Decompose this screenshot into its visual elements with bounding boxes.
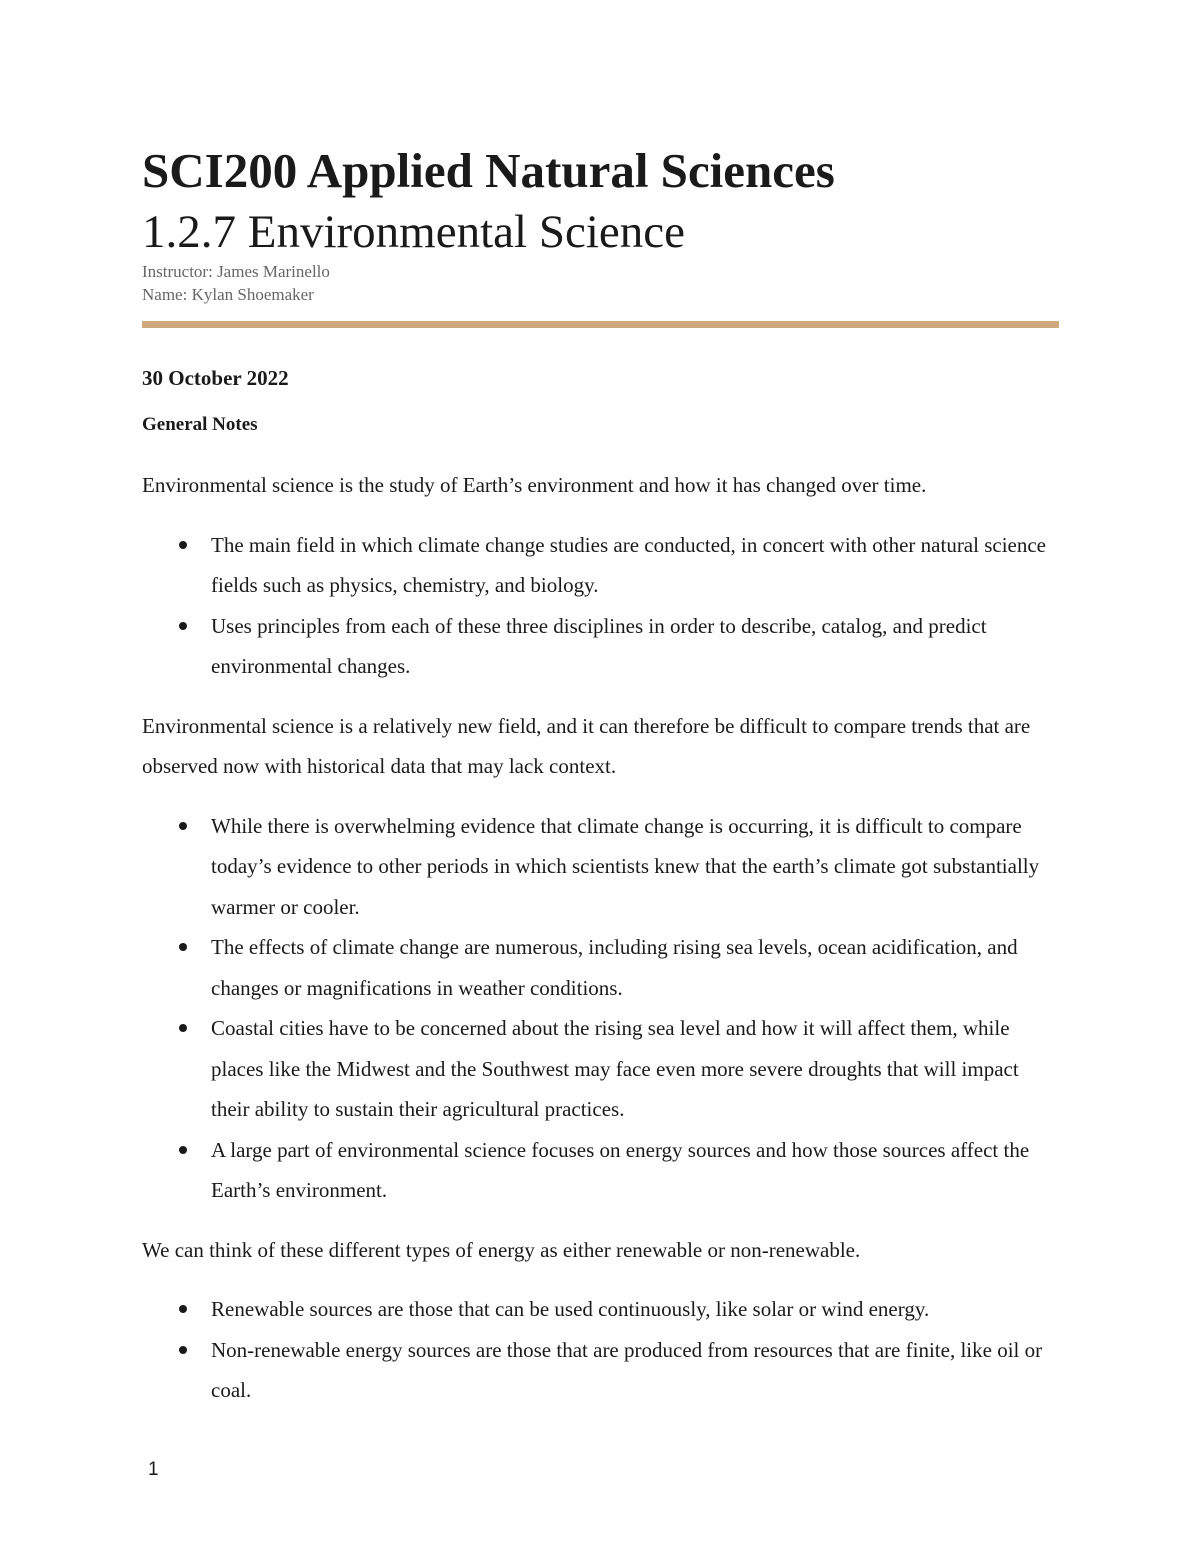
bullet-icon	[179, 1146, 187, 1154]
bullet-icon	[179, 1346, 187, 1354]
bullet-list	[142, 525, 1060, 687]
list-item	[142, 1130, 1060, 1211]
bullet-icon	[179, 943, 187, 951]
document-meta	[142, 260, 330, 306]
student-name-line: Name: Kylan Shoemaker	[142, 285, 314, 304]
paragraph: We can think of these different types of energy as either renewable or non-renewable.	[142, 1237, 861, 1262]
list-item	[142, 1330, 1060, 1411]
list-item-text: The effects of climate change are numerous, including rising sea levels, ocean acidification, and changes or magnifications in weather conditions.	[211, 935, 1018, 1000]
bullet-list	[142, 806, 1060, 1211]
list-item-text: A large part of environmental science focuses on energy sources and how those sources affect the Earth’s environment.	[211, 1137, 1030, 1202]
bullet-icon	[179, 822, 187, 830]
list-item	[142, 606, 1060, 687]
bullet-icon	[179, 622, 187, 630]
notes-body	[142, 465, 1060, 1430]
list-item-text: The main field in which climate change studies are conducted, in concert with other natural science fields such as physics, chemistry, and biology.	[211, 532, 1047, 597]
section-heading: General Notes	[142, 414, 258, 435]
paragraph: Environmental science is a relatively new field, and it can therefore be difficult to compare trends that are observed now with historical data that may lack context.	[142, 713, 1031, 778]
lesson-title: 1.2.7 Environmental Science	[142, 206, 685, 258]
list-item-text: Uses principles from each of these three disciplines in order to describe, catalog, and predict environmental changes.	[211, 613, 987, 678]
course-title: SCI200 Applied Natural Sciences	[142, 143, 835, 198]
list-item-text: While there is overwhelming evidence that climate change is occurring, it is difficult to compare today’s evidence to other periods in which scientists knew that the earth’s climate got substantially warmer or cooler.	[211, 813, 1040, 919]
bullet-icon	[179, 1305, 187, 1313]
bullet-icon	[179, 541, 187, 549]
paragraph: Environmental science is the study of Earth’s environment and how it has changed over time.	[142, 473, 927, 497]
note-date: 30 October 2022	[142, 366, 289, 390]
list-item	[142, 806, 1060, 928]
bullet-icon	[179, 1024, 187, 1032]
header-divider	[142, 321, 1059, 328]
list-item-text: Non-renewable energy sources are those that are produced from resources that are finite, like oil or coal.	[211, 1337, 1043, 1402]
list-item	[142, 1008, 1060, 1130]
list-item	[142, 525, 1060, 606]
instructor-line: Instructor: James Marinello	[142, 262, 330, 281]
list-item-text: Coastal cities have to be concerned about the rising sea level and how it will affect them, while places like the Midwest and the Southwest may face even more severe droughts that will impact their ability to sustain their agricultural practices.	[211, 1016, 1019, 1121]
list-item	[142, 1289, 1060, 1330]
page-number: 1	[148, 1459, 159, 1480]
list-item	[142, 927, 1060, 1008]
list-item-text: Renewable sources are those that can be used continuously, like solar or wind energy.	[211, 1297, 930, 1321]
bullet-list	[142, 1289, 1060, 1411]
